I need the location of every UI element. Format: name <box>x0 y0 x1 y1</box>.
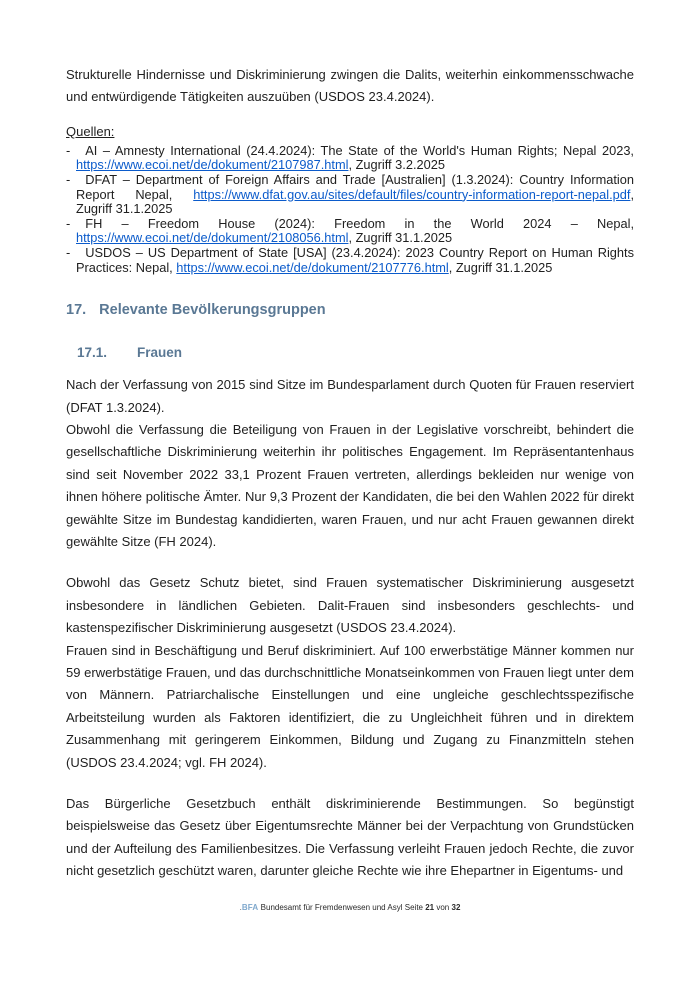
source-item <box>66 173 634 217</box>
source-link[interactable]: https://www.dfat.gov.au/sites/default/files/country-information-report-nepal.pdf <box>193 186 631 202</box>
source-item <box>66 144 634 173</box>
source-citation-text: AI – Amnesty International (24.4.2024): The State of the World's Human Rights; Nepal 2023, <box>85 142 634 158</box>
page-footer <box>0 903 700 913</box>
body-paragraph: Das Bürgerliche Gesetzbuch enthält diskriminierende Bestimmungen. So begünstigt beispielsweise das Gesetz über Eigentumsrechte Männer bei der Verpachtung von Grundstücken und der Aufteilung des Familienbesitzes. Die Verfassung verleiht Frauen jedoch Rechte, die zuvor nicht gesetzlich geschützt waren, darunter gleiche Rechte wie ihre Ehepartner in Eigentums- und <box>66 796 634 879</box>
source-citation-text: DFAT – Department of Foreign Affairs and Trade [Australien] (1.3.2024): Country Information Report Nepal, <box>76 172 634 202</box>
subsection-heading <box>66 345 634 361</box>
footer-of-word: von <box>436 903 450 912</box>
bullet-dash: - <box>66 215 71 231</box>
bullet-dash: - <box>66 142 71 158</box>
bfa-logo-dot: . <box>239 903 242 912</box>
body-paragraphs <box>66 374 634 883</box>
source-citation-text: USDOS – US Department of State [USA] (23.4.2024): 2023 Country Report on Human Rights Practices: Nepal, <box>76 244 634 275</box>
sources-list <box>66 144 634 275</box>
subsection-title: Frauen <box>137 345 183 361</box>
body-paragraph: Obwohl die Verfassung die Beteiligung von Frauen in der Legislative vorschreibt, behindert die gesellschaftliche Diskriminierung weiterhin ihr politisches Engagement. Im Repräsentantenhaus sind seit November 2022 33,1 Prozent Frauen vertreten, allerdings bekleiden nur wenige von ihnen höhere politische Ämter. Nur 9,3 Prozent der Kandidaten, die bei den Wahlen 2022 für direkt gewählte Sitze im Bundestag kandidierten, waren Frauen, und nur acht Frauen gewannen direkt gewählte Sitze (FH 2024). <box>66 421 634 549</box>
bfa-logo: BFA <box>241 903 259 912</box>
sources-label: Quellen: <box>66 123 115 139</box>
page-content <box>66 64 634 883</box>
section-number: 17. <box>66 302 87 319</box>
source-item <box>66 217 634 246</box>
intro-paragraph: Strukturelle Hindernisse und Diskriminierung zwingen die Dalits, weiterhin einkommensschwache und entwürdigende Tätigkeiten auszuüben (USDOS 23.4.2024). <box>66 67 634 105</box>
source-citation-text: FH – Freedom House (2024): Freedom in the World 2024 – Nepal, <box>85 215 634 231</box>
subsection-number: 17.1. <box>77 345 108 361</box>
source-link[interactable]: https://www.ecoi.net/de/dokument/2108056.html <box>76 230 349 246</box>
source-access-date: , Zugriff 3.2.2025 <box>348 157 445 173</box>
source-access-date: , Zugriff 31.1.2025 <box>76 186 634 217</box>
source-link[interactable]: https://www.ecoi.net/de/dokument/2107776.html <box>176 259 449 275</box>
body-paragraph: Frauen sind in Beschäftigung und Beruf diskriminiert. Auf 100 erwerbstätige Männer kommen nur 59 erwerbstätige Frauen, und das durchschnittliche Monatseinkommen von Frauen liegt unter dem von Männern. Patriarchalische Einstellungen und eine ungleiche geschlechtsspezifische Arbeitsteilung wurden als Faktoren identifiziert, die zu Ungleichheit führen und in direktem Zusammenhang mit geringerem Einkommen, Bildung und Zugang zu Finanzmitteln stehen (USDOS 23.4.2024; vgl. FH 2024). <box>66 642 634 770</box>
footer-page-number: 21 <box>425 903 435 912</box>
footer-org-name: Bundesamt für Fremdenwesen und Asyl <box>260 903 403 912</box>
source-access-date: , Zugriff 31.1.2025 <box>348 230 453 246</box>
bullet-dash: - <box>66 172 71 187</box>
section-title: Relevante Bevölkerungsgruppen <box>99 302 326 319</box>
body-paragraph: Obwohl das Gesetz Schutz bietet, sind Frauen systematischer Diskriminierung ausgesetzt insbesondere in ländlichen Gebieten. Dalit-Frauen sind insbesonders geschlechts- und kastenspezifischer Diskriminierung ausgesetzt (USDOS 23.4.2024). <box>66 575 634 636</box>
section-heading <box>66 302 634 319</box>
body-paragraph: Nach der Verfassung von 2015 sind Sitze im Bundesparlament durch Quoten für Frauen reserviert (DFAT 1.3.2024). <box>66 377 634 415</box>
source-item <box>66 246 634 275</box>
source-link[interactable]: https://www.ecoi.net/de/dokument/2107987.html <box>76 157 349 173</box>
footer-page-word: Seite <box>404 903 423 912</box>
footer-total-pages: 32 <box>451 903 461 912</box>
bullet-dash: - <box>66 244 71 260</box>
source-access-date: , Zugriff 31.1.2025 <box>448 259 553 275</box>
